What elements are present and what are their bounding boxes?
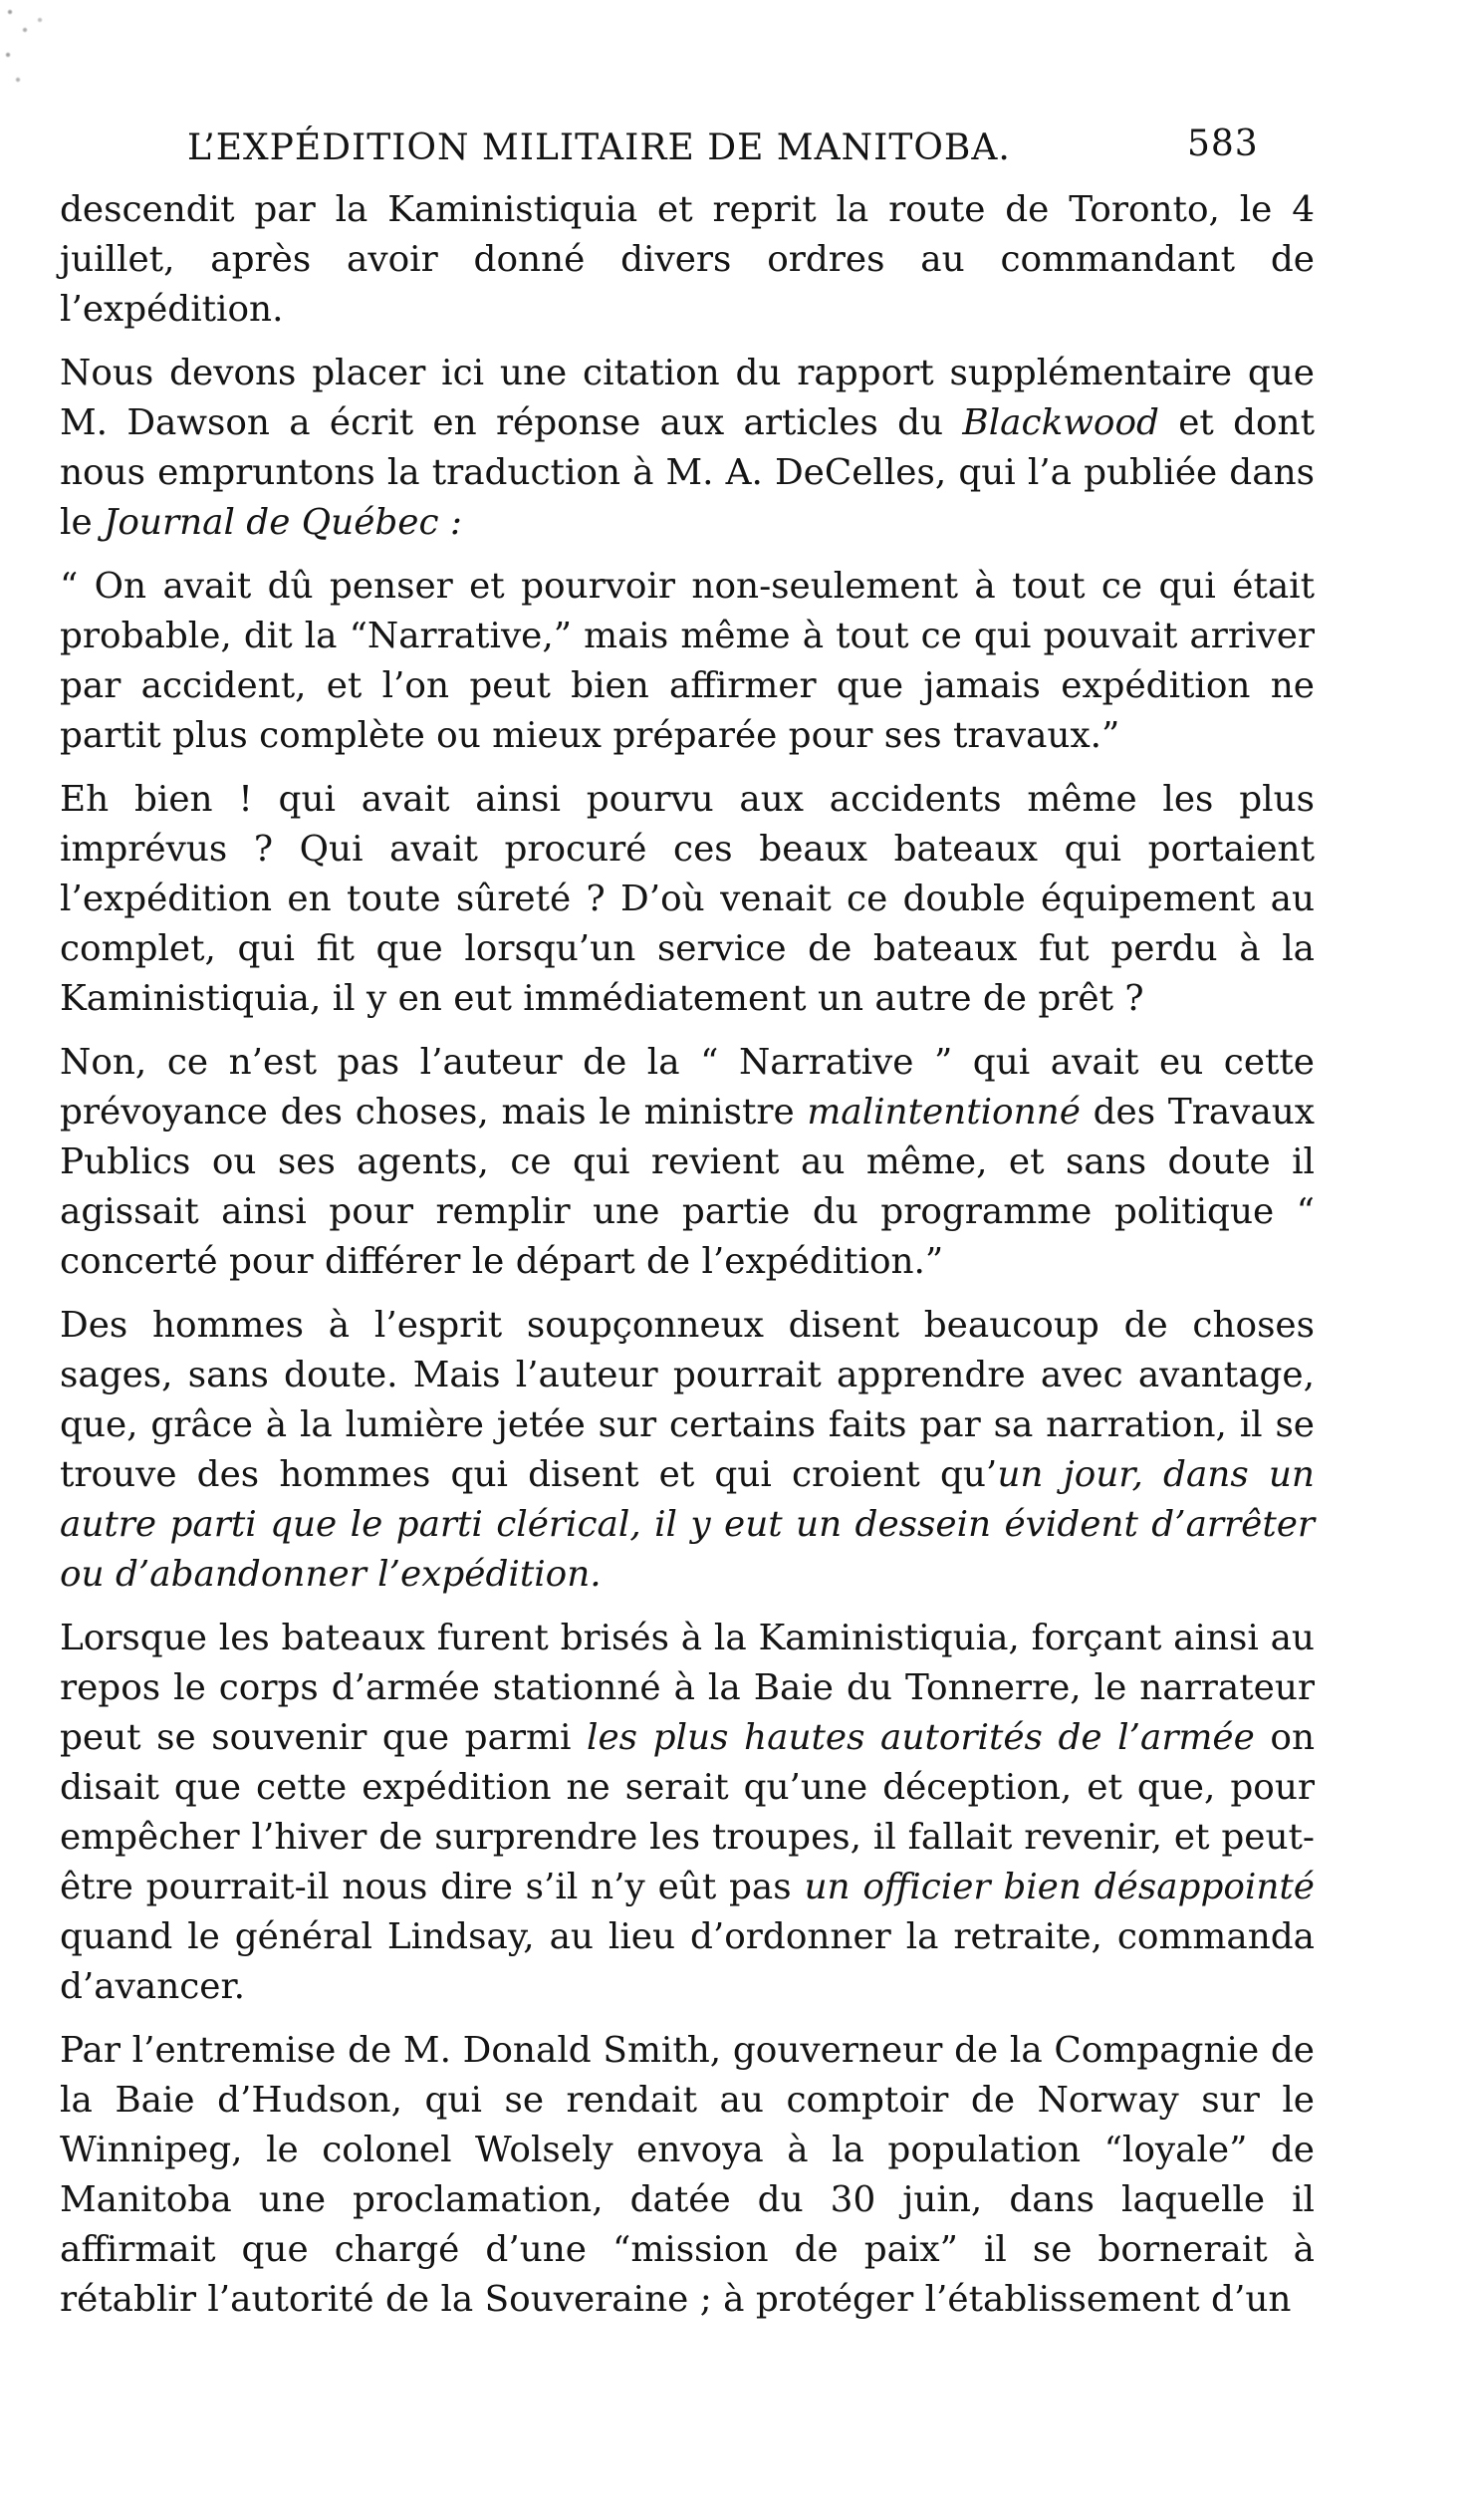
paragraph — [60, 185, 1315, 335]
text-run: Par l’entremise de M. Donald Smith, gouverneur de la Compagnie de la Baie d’Hudson, qui se rendait au comptoir de Norway sur le Winnipeg, le colonel Wolsely envoya à la population “loyale” de Manitoba une proclamation, datée du 30 juin, dans laquelle il affirmait que chargé d’une “mission de paix” il se bornerait à rétablir l’autorité de la Souveraine ; à protéger l’établissement d’un — [60, 2030, 1315, 2320]
paragraph — [60, 349, 1315, 548]
text-run: “ On avait dû penser et pourvoir non-seulement à tout ce qui était probable, dit la “Narrative,” mais même à tout ce qui pouvait arriver par accident, et l’on peut bien affirmer que jamais expédition ne partit plus complète ou mieux préparée pour ses travaux.” — [60, 566, 1315, 756]
paragraph — [60, 1301, 1315, 1600]
text-run: descendit par la Kaministiquia et reprit la route de Toronto, le 4 juillet, après avoir donné divers ordres au commandant de l’expédition. — [60, 189, 1315, 330]
text-run: et dont nous empruntons la traduction à M. A. DeCelles, qui l’a publiée dans le — [60, 402, 1315, 543]
italic-run: malintentionné — [807, 1092, 1081, 1133]
text-run: Des hommes à l’esprit soupçonneux disent beaucoup de choses sages, sans doute. Mais l’auteur pourrait apprendre avec avantage, que, grâce à la lumière jetée sur certains faits par sa narration, il se trouve des hommes qui disent et qui croient qu’ — [60, 1305, 1315, 1495]
paragraph — [60, 2026, 1315, 2325]
italic-run: les plus hautes autorités de l’armée — [587, 1717, 1255, 1758]
paragraph — [60, 1038, 1315, 1287]
book-page — [60, 100, 1315, 2331]
paragraph — [60, 562, 1315, 761]
text-run: des Travaux Publics ou ses agents, ce qui revient au même, et sans doute il agissait ainsi pour remplir une partie du programme politique “ concerté pour différer le départ de l’expédition.” — [60, 1092, 1315, 1282]
italic-run: Blackwood — [962, 402, 1159, 443]
body-text — [60, 185, 1315, 2325]
text-run: Eh bien ! qui avait ainsi pourvu aux accidents même les plus imprévus ? Qui avait procuré ces beaux bateaux qui portaient l’expédition en toute sûreté ? D’où venait ce double équipement au complet, qui fit que lorsqu’un service de bateaux fut perdu à la Kaministiquia, il y en eut immédiatement un autre de prêt ? — [60, 779, 1315, 1019]
italic-run: un officier bien désappointé — [804, 1867, 1315, 1907]
italic-run: un jour, dans un autre parti que le parti clérical, il y eut un dessein évident d’arrêter ou d’abandonner l’expédition. — [60, 1454, 1315, 1595]
text-run: Non, ce n’est pas l’auteur de la “ Narrative ” qui avait eu cette prévoyance des choses, mais le ministre — [60, 1042, 1315, 1133]
page-header — [60, 100, 1315, 169]
running-title: L’EXPÉDITION MILITAIRE DE MANITOBA. — [187, 127, 1011, 168]
text-run: Lorsque les bateaux furent brisés à la Kaministiquia, forçant ainsi au repos le corps d’armée stationné à la Baie du Tonnerre, le narrateur peut se souvenir que parmi — [60, 1618, 1315, 1758]
paragraph — [60, 1614, 1315, 2012]
paragraph — [60, 775, 1315, 1024]
page-number: 583 — [1187, 124, 1259, 164]
text-run: quand le général Lindsay, au lieu d’ordonner la retraite, commanda d’avancer. — [60, 1916, 1315, 2007]
italic-run: Journal de Québec : — [104, 502, 462, 543]
text-run: Nous devons placer ici une citation du rapport supplémentaire que M. Dawson a écrit en réponse aux articles du — [60, 353, 1315, 443]
text-run: on disait que cette expédition ne serait qu’une déception, et que, pour empêcher l’hiver de surprendre les troupes, il fallait revenir, et peut-être pourrait-il nous dire s’il n’y eût pas — [60, 1717, 1315, 1907]
